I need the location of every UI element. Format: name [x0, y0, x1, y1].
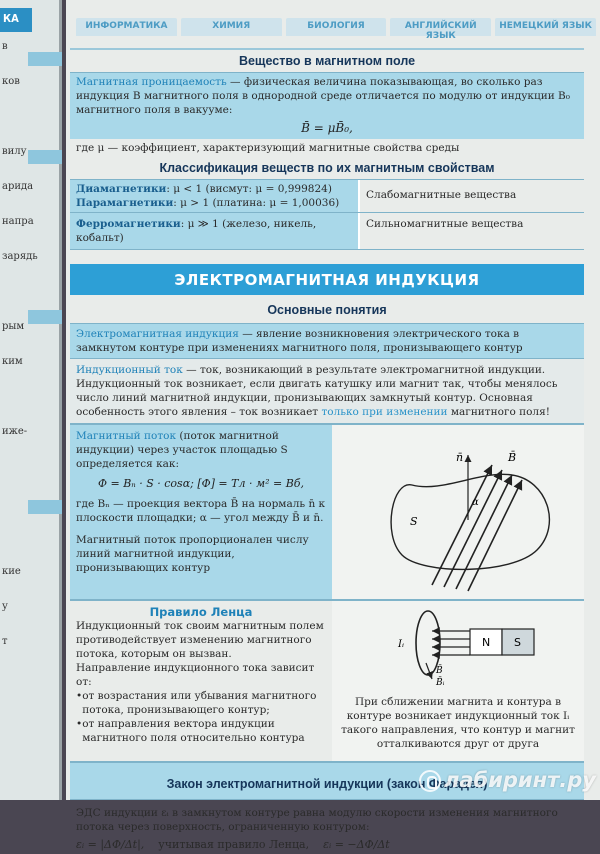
- b-label: B̄: [508, 451, 517, 464]
- left-page-fragment: напра: [2, 216, 34, 227]
- class-name: Парамагнетики: [76, 197, 174, 209]
- section-title-magnetic: Вещество в магнитном поле: [70, 48, 584, 72]
- lenz-bullet: • от возрастания или убывания магнитного потока, пронизывающего контур;: [76, 689, 326, 717]
- em-induction-term: Электромагнитная индукция: [76, 328, 239, 340]
- left-page-edge: [0, 0, 62, 800]
- chapter-banner: ЭЛЕКТРОМАГНИТНАЯ ИНДУКЦИЯ: [70, 264, 584, 295]
- n-label: n̄: [456, 451, 464, 464]
- flux-formula: Φ = Bₙ · S · cosα; [Φ] = Тл · м² = Вб,: [97, 477, 305, 490]
- left-page-fragment: иже-: [2, 426, 28, 437]
- watermark: [419, 768, 596, 792]
- classification-group-strong: [70, 212, 584, 250]
- permeability-where: где μ — коэффициент, характеризующий магнитные свойства среды: [76, 142, 460, 154]
- lenz-bullet-text: от направления вектора индукции магнитного поля относительно контура: [82, 718, 305, 744]
- classification-group-weak: [70, 180, 584, 212]
- class-row-ferro: [70, 213, 360, 249]
- lenz-bullet: • от направления вектора индукции магнитного поля относительно контура: [76, 717, 326, 745]
- lenz-caption: При сближении магнита и контура в контуре возникает индукционный ток Iᵢ такого направления, что контур и магнит отталкиваются друг от друга: [341, 696, 575, 750]
- subject-tab: НЕМЕЦКИЙ ЯЗЫК: [495, 18, 596, 36]
- flux-term-rest: (поток магнитной индукции) через участок площадью S определяется как:: [76, 430, 288, 470]
- left-page-fragment: ков: [2, 76, 20, 87]
- lenz-diagram-svg: [332, 601, 584, 687]
- left-page-fragment: ким: [2, 356, 23, 367]
- subject-tab: БИОЛОГИЯ: [286, 18, 387, 36]
- subject-tabs: [76, 18, 600, 41]
- field-line: [432, 465, 492, 585]
- em-induction-text: — явление возникновения электрического тока в замкнутом контуре при изменениях магнитного поля, пронизывающего контур: [76, 328, 523, 354]
- left-page-fragment: т: [2, 636, 8, 647]
- class-cond: : μ > 1 (платина: μ = 1,00036): [173, 197, 340, 209]
- lenz-text2: Направление индукционного тока зависит от:: [76, 662, 315, 688]
- lenz-title: Правило Ленца: [149, 605, 253, 619]
- lenz-text-block: [70, 601, 332, 761]
- induced-current-definition: [70, 358, 584, 423]
- induced-current-term: Индукционный ток: [76, 364, 183, 376]
- left-page-fragment: вилу: [2, 146, 27, 157]
- induced-current-highlight: только при изменении: [321, 406, 448, 418]
- induced-field-arrow: [426, 663, 432, 679]
- left-page-fragment: зарядь: [2, 251, 38, 262]
- class-row-para: [76, 196, 352, 210]
- field-line: [456, 475, 512, 589]
- left-page-band: [28, 150, 62, 164]
- lenz-bullet-text: от возрастания или убывания магнитного потока, пронизывающего контур;: [82, 690, 317, 716]
- class-cond: : μ < 1 (висмут: μ = 0,999824): [166, 183, 332, 195]
- permeability-definition: [70, 72, 584, 139]
- subject-tab: ХИМИЯ: [181, 18, 282, 36]
- flux-section: [70, 423, 584, 599]
- faraday-text: ЭДС индукции εᵢ в замкнутом контуре равна модулю скорости изменения магнитного потока через поверхность, ограниченную контуром:: [70, 799, 584, 836]
- lenz-section: [70, 599, 584, 761]
- textbook-page: [66, 0, 600, 851]
- flux-diagram: [332, 425, 584, 599]
- left-page-fragment: кие: [2, 566, 21, 577]
- left-page-fragment: арида: [2, 181, 34, 192]
- class-name: Ферромагнетики: [76, 218, 181, 230]
- class-label-strong: Сильномагнитные вещества: [366, 218, 524, 230]
- left-page-fragment: в: [2, 41, 8, 52]
- flux-diagram-svg: [332, 425, 584, 599]
- class-cond: : μ ≫ 1 (железо, никель, кобальт): [76, 218, 317, 244]
- subject-tab: ИНФОРМАТИКА: [76, 18, 177, 36]
- lenz-diagram: [332, 601, 584, 761]
- magnet-s-label: S: [514, 636, 521, 649]
- flux-note: Магнитный поток пропорционален числу линий магнитной индукции, пронизывающих контур: [76, 534, 309, 574]
- class-row-dia: [76, 182, 352, 196]
- section-title-basics: Основные понятия: [267, 303, 387, 317]
- faraday-formula-abs: εᵢ = |ΔΦ/Δt|,: [76, 838, 145, 851]
- faraday-formula-mid: учитывая правило Ленца,: [158, 838, 310, 851]
- section-title-classification: Классификация веществ по их магнитным свойствам: [159, 161, 495, 175]
- induced-current-end: магнитного поля!: [447, 406, 550, 418]
- left-page-tab: КА: [0, 8, 32, 32]
- s-label: S: [410, 515, 418, 528]
- flux-term: Магнитный поток: [76, 430, 177, 442]
- class-label-weak: Слабомагнитные вещества: [366, 189, 517, 201]
- classification-table: [70, 179, 584, 250]
- permeability-term: Магнитная проницаемость: [76, 76, 227, 88]
- section-title-faraday: Закон электромагнитной индукции (закон Фарадея): [70, 761, 584, 799]
- left-page-band: [28, 310, 62, 324]
- em-induction-definition: [70, 323, 584, 358]
- induced-field-label: B̄ᵢ: [436, 678, 445, 688]
- alpha-label: α: [472, 497, 479, 508]
- faraday-formula: [70, 836, 584, 854]
- faraday-formula-lenz: εᵢ = −ΔΦ/Δt: [323, 838, 390, 851]
- current-label: Iᵢ: [398, 639, 404, 650]
- page-content: [70, 48, 584, 854]
- labyrinth-logo-icon: [419, 770, 441, 792]
- watermark-text: лабиринт.ру: [443, 768, 596, 792]
- left-page-fragment: рым: [2, 321, 25, 332]
- classification-weak-names: [70, 180, 360, 212]
- flux-definition: [70, 425, 332, 599]
- left-page-fragment: у: [2, 601, 8, 612]
- subject-tab: АНГЛИЙСКИЙ ЯЗЫК: [390, 18, 491, 36]
- permeability-text: — физическая величина показывающая, во сколько раз индукция B магнитного поля в однородной среде отличается по модулю от индукции B₀ магнитного поля в вакууме:: [76, 76, 570, 116]
- magnet-n-label: N: [482, 636, 491, 649]
- class-name: Диамагнетики: [76, 183, 167, 195]
- left-page-band: [28, 500, 62, 514]
- field-label: B̄: [436, 666, 443, 676]
- induced-current-text: — ток, возникающий в результате электромагнитной индукции. Индукционный ток возникает, если двигать катушку или магнит так, чтобы менялось число линий магнитной индукции, пронизывающих замкнутый контур. Основная особенность этого явления – ток возникает: [76, 364, 558, 418]
- lenz-text1: Индукционный ток своим магнитным полем противодействует изменению магнитного потока, которым он вызван.: [76, 620, 324, 660]
- flux-where: где Bₙ — проекция вектора B̄ на нормаль n̄ к плоскости площадки; α — угол между B̄ и n̄.: [76, 498, 326, 524]
- permeability-formula: B̄ = μB̄₀,: [301, 121, 353, 135]
- left-page-band: [28, 52, 62, 66]
